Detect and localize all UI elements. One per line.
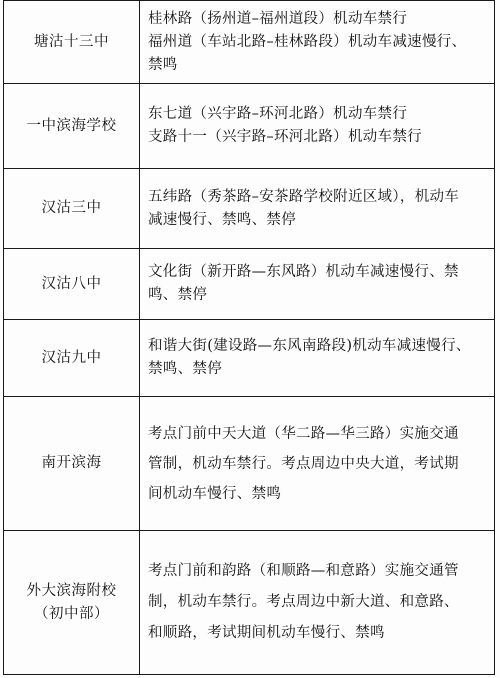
- rule-cell: [140, 320, 495, 397]
- rule-text: 鸣、禁停: [148, 287, 208, 303]
- rule-cell: [140, 249, 495, 320]
- table-row: [4, 320, 495, 397]
- rule-text: 管制，机动车禁行。考点周边中央大道，考试期: [148, 455, 459, 472]
- traffic-control-table: [3, 0, 495, 675]
- school-name: 汉沽九中: [41, 349, 102, 366]
- table-row: [4, 1, 495, 84]
- school-name: 塘沽十三中: [34, 33, 109, 50]
- school-cell: [4, 320, 140, 397]
- table-row: [4, 397, 495, 531]
- school-name: 汉沽三中: [41, 200, 102, 216]
- rule-text: 和谐大街(建设路—东风南路段)机动车减速慢行、: [148, 338, 471, 354]
- school-cell: [4, 397, 140, 531]
- rule-cell: [140, 169, 495, 249]
- school-name: 一中滨海学校: [26, 117, 117, 134]
- table-row: [4, 531, 495, 675]
- rule-cell: [140, 397, 495, 531]
- rule-text: 支路十一（兴宇路–环河北路）机动车禁行: [148, 129, 422, 145]
- rule-text: 福州道（车站北路–桂林路段）机动车减速慢行、: [148, 33, 467, 50]
- rule-text: 东七道（兴宇路–环河北路）机动车禁行: [148, 106, 408, 122]
- school-cell: [4, 169, 140, 249]
- school-cell: [4, 249, 140, 320]
- rule-text: 和顺路，考试期间机动车慢行、禁鸣: [148, 625, 385, 641]
- school-cell: [4, 531, 140, 675]
- rule-text: 桂林路（扬州道–福州道段）机动车禁行: [148, 10, 408, 27]
- table-row: [4, 249, 495, 320]
- rule-text: 间机动车慢行、禁鸣: [148, 485, 282, 502]
- school-cell: [4, 84, 140, 169]
- school-name: 汉沽八中: [41, 275, 102, 292]
- rule-text: 考点门前和韵路（和顺路—和意路）实施交通管: [148, 563, 459, 579]
- table-row: [4, 169, 495, 249]
- table-row: [4, 84, 495, 169]
- rule-text: 五纬路（秀茶路–安茶路学校附近区域），机动车: [148, 188, 460, 205]
- rule-text: 考点门前中天大道（华二路—华三路）实施交通: [148, 425, 459, 442]
- rule-cell: [140, 84, 495, 169]
- rule-text: 制，机动车禁行。考点周边中新大道、和意路、: [148, 594, 459, 610]
- rule-cell: [140, 531, 495, 675]
- school-name-sub: （初中部）: [34, 605, 109, 622]
- school-name: 南开滨海: [41, 455, 102, 471]
- rule-text: 减速慢行、禁鸣、禁停: [148, 211, 296, 228]
- rule-text: 文化街（新开路—东风路）机动车减速慢行、禁: [148, 264, 459, 280]
- rule-text: 禁鸣: [148, 56, 178, 73]
- rule-text: 禁鸣、禁停: [148, 361, 222, 377]
- school-cell: [4, 1, 140, 84]
- school-name: 外大滨海附校: [26, 582, 117, 599]
- rule-cell: [140, 1, 495, 84]
